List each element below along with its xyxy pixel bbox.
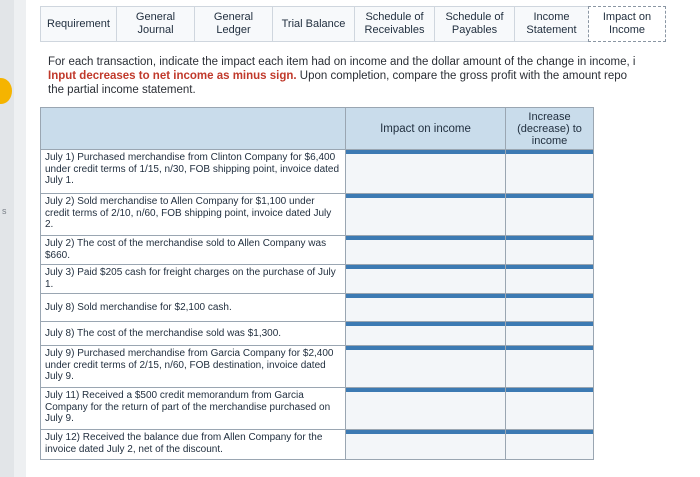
tab-schedule-of-payables[interactable]: Schedule of Payables <box>434 6 514 42</box>
row-description: July 2) The cost of the merchandise sold to Allen Company was $660. <box>41 236 346 265</box>
table-row <box>41 236 594 265</box>
row-description: July 8) Sold merchandise for $2,100 cash. <box>41 294 346 322</box>
tab-impact-on-income[interactable]: Impact on Income <box>588 6 666 42</box>
impact-select[interactable] <box>346 346 506 388</box>
amount-input[interactable] <box>506 388 594 430</box>
tab-bar <box>40 6 700 42</box>
row-description: July 12) Received the balance due from Allen Company for the invoice dated July 2, net of the discount. <box>41 430 346 460</box>
amount-input[interactable] <box>506 236 594 265</box>
row-description: July 2) Sold merchandise to Allen Company for $1,100 under credit terms of 2/10, n/60, FOB shipping point, invoice dated July 2. <box>41 194 346 236</box>
impact-select[interactable] <box>346 194 506 236</box>
amount-input[interactable] <box>506 265 594 294</box>
table-row <box>41 430 594 460</box>
row-description: July 9) Purchased merchandise from Garcia Company for $2,400 under credit terms of 2/15, n/60, FOB destination, invoice dated July 9. <box>41 346 346 388</box>
amount-input[interactable] <box>506 346 594 388</box>
instruction-line-2 <box>48 69 700 83</box>
row-description: July 3) Paid $205 cash for freight charges on the purchase of July 1. <box>41 265 346 294</box>
main-panel <box>26 0 700 477</box>
left-margin <box>0 0 14 477</box>
impact-select[interactable] <box>346 150 506 194</box>
amount-input[interactable] <box>506 322 594 346</box>
tab-schedule-of-receivables[interactable]: Schedule of Receivables <box>354 6 434 42</box>
table-row <box>41 265 594 294</box>
amount-input[interactable] <box>506 150 594 194</box>
table-row <box>41 322 594 346</box>
table-row <box>41 150 594 194</box>
impact-select[interactable] <box>346 430 506 460</box>
table-row <box>41 346 594 388</box>
table-row <box>41 194 594 236</box>
impact-select[interactable] <box>346 265 506 294</box>
row-description: July 11) Received a $500 credit memorandum from Garcia Company for the return of part of the merchandise purchased on July 9. <box>41 388 346 430</box>
table-row <box>41 294 594 322</box>
table-row <box>41 388 594 430</box>
amount-input[interactable] <box>506 430 594 460</box>
header-description <box>41 108 346 150</box>
impact-select[interactable] <box>346 294 506 322</box>
impact-select[interactable] <box>346 236 506 265</box>
impact-select[interactable] <box>346 388 506 430</box>
margin-text: s <box>2 206 7 216</box>
row-description: July 8) The cost of the merchandise sold was $1,300. <box>41 322 346 346</box>
impact-table <box>40 107 594 460</box>
instructions <box>48 55 700 97</box>
header-increase-decrease: Increase (decrease) to income <box>506 108 594 150</box>
tab-requirement[interactable]: Requirement <box>40 6 116 42</box>
instruction-emphasis: Input decreases to net income as minus sign. <box>48 70 297 82</box>
amount-input[interactable] <box>506 294 594 322</box>
impact-select[interactable] <box>346 322 506 346</box>
tab-general-journal[interactable]: General Journal <box>116 6 194 42</box>
header-impact-on-income: Impact on income <box>346 108 506 150</box>
instruction-line-2-rest: Upon completion, compare the gross profit with the amount repo <box>296 70 628 82</box>
instruction-line-1: For each transaction, indicate the impact each item had on income and the dollar amount of the change in income, i <box>48 56 636 68</box>
tab-income-statement[interactable]: Income Statement <box>514 6 588 42</box>
instruction-line-3: the partial income statement. <box>48 84 196 96</box>
row-description: July 1) Purchased merchandise from Clinton Company for $6,400 under credit terms of 1/15, n/30, FOB shipping point, invoice dated July 1. <box>41 150 346 194</box>
tab-trial-balance[interactable]: Trial Balance <box>272 6 354 42</box>
amount-input[interactable] <box>506 194 594 236</box>
tab-general-ledger[interactable]: General Ledger <box>194 6 272 42</box>
